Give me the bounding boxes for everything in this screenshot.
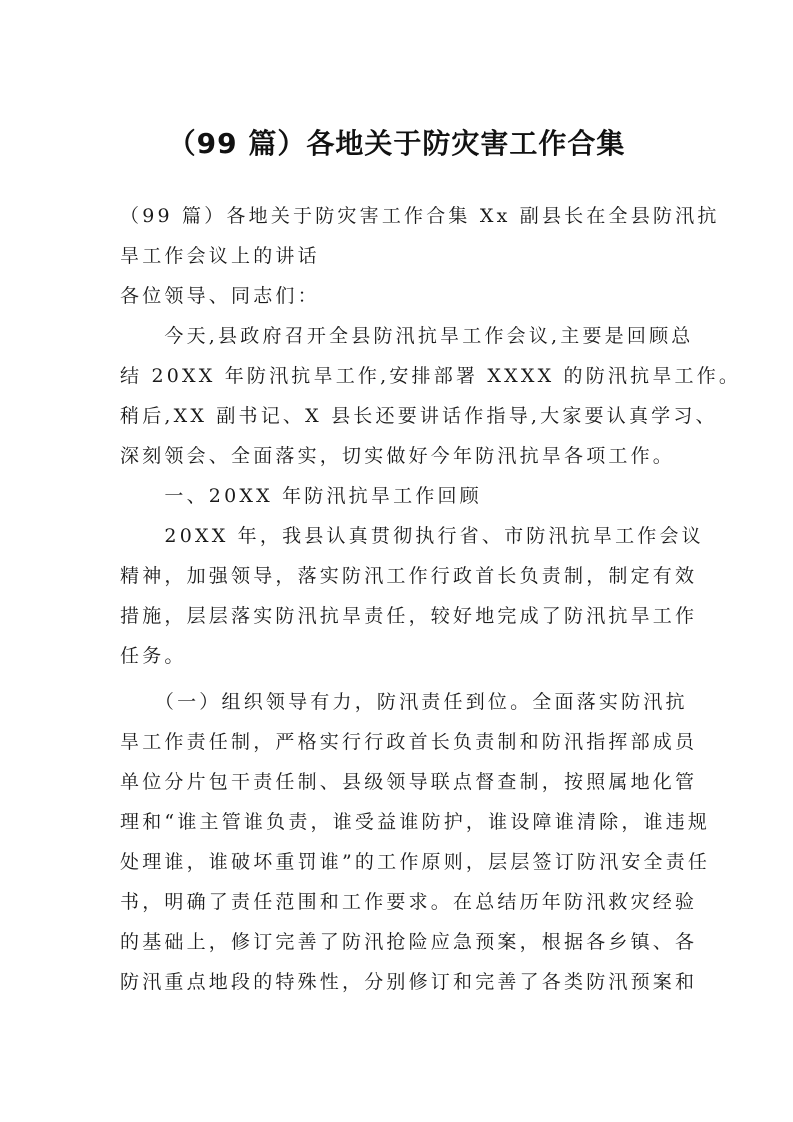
paragraph-salutation <box>120 276 676 316</box>
text-line: 今天,县政府召开全县防汛抗旱工作会议,主要是回顾总 <box>120 325 694 347</box>
text-line: 书，明确了责任范围和工作要求。在总结历年防汛救灾经验 <box>120 891 698 913</box>
text-line: 结 20XX 年防汛抗旱工作,安排部署 XXXX 的防汛抗旱工作。 <box>120 365 742 387</box>
text-line: 措施，层层落实防汛抗旱责任，较好地完成了防汛抗旱工作 <box>120 605 698 627</box>
document-title: （99 篇）各地关于防灾害工作合集 <box>167 127 626 160</box>
text-line: 各位领导、同志们： <box>120 285 320 307</box>
paragraph-intro <box>120 196 720 276</box>
section-heading <box>120 476 676 516</box>
text-line: 单位分片包干责任制、县级领导联点督查制，按照属地化管 <box>120 771 698 793</box>
text-line: 旱工作责任制，严格实行行政首长负责制和防汛指挥部成员 <box>120 731 698 753</box>
document-body <box>120 196 742 1002</box>
text-line: 理和“谁主管谁负责，谁受益谁防护，谁设障谁清除，谁违规 <box>120 811 711 833</box>
text-line: 精神，加强领导，落实防汛工作行政首长负责制，制定有效 <box>120 565 698 587</box>
text-line: 的基础上，修订完善了防汛抢险应急预案，根据各乡镇、各 <box>120 931 698 953</box>
text-line: 一、20XX 年防汛抗旱工作回顾 <box>120 485 482 507</box>
text-line: 处理谁，谁破坏重罚谁”的工作原则，层层签订防汛安全责任 <box>120 851 711 873</box>
paragraph-review <box>120 516 704 676</box>
text-line: 防汛重点地段的特殊性，分别修订和完善了各类防汛预案和 <box>120 971 698 993</box>
text-line: 20XX 年，我县认真贯彻执行省、市防汛抗旱工作会议 <box>120 525 704 547</box>
paragraph-opening <box>120 316 742 476</box>
text-line: 稍后,XX 副书记、X 县长还要讲话作指导,大家要认真学习、 <box>120 405 718 427</box>
text-line: 任务。 <box>120 645 187 667</box>
paragraph-organization <box>120 682 711 1002</box>
text-line: （一）组织领导有力，防汛责任到位。全面落实防汛抗 <box>120 691 688 713</box>
text-line: 深刻领会、全面落实，切实做好今年防汛抗旱各项工作。 <box>120 445 676 467</box>
text-line: 旱工作会议上的讲话 <box>120 245 320 267</box>
text-line: （99 篇）各地关于防灾害工作合集 Xx 副县长在全县防汛抗 <box>120 205 720 227</box>
